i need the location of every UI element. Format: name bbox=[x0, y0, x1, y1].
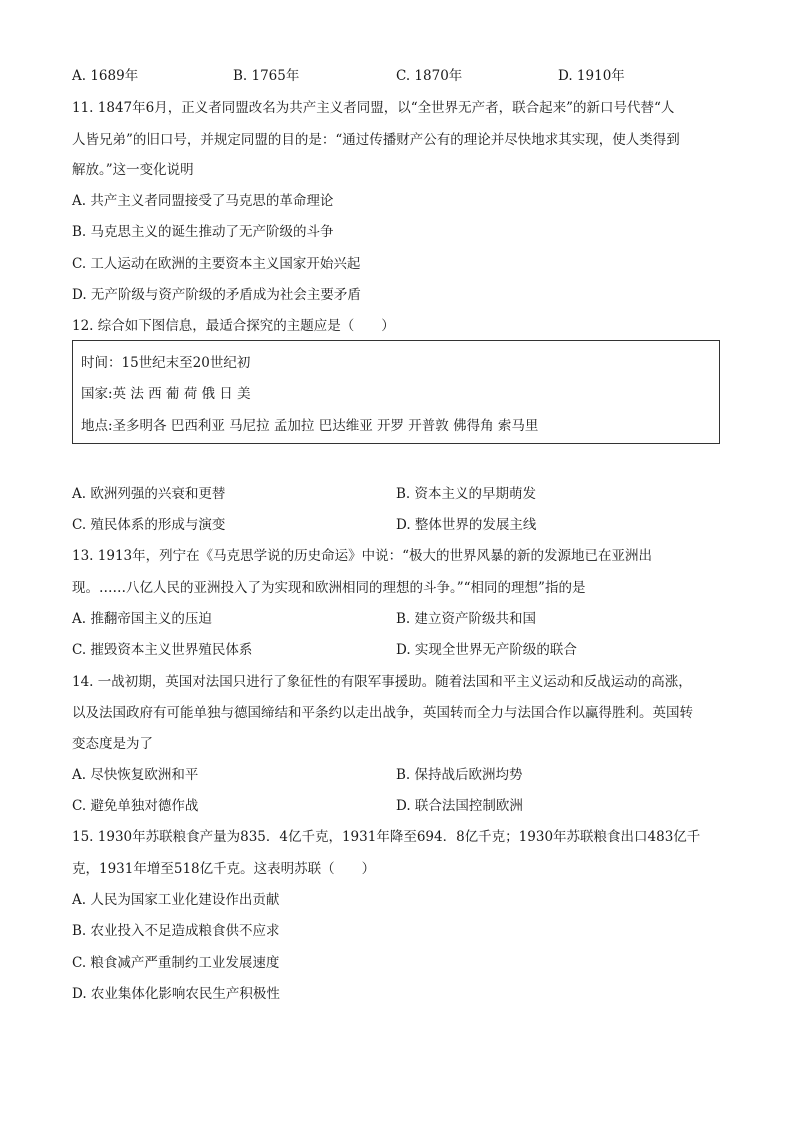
q10-option-b: B. 1765年 bbox=[233, 68, 300, 84]
q12-stem: 12. 综合如下图信息，最适合探究的主题应是（ ） bbox=[72, 318, 395, 334]
q15-stem-line-2: 克，1931年增至518亿千克。这表明苏联（ ） bbox=[72, 861, 376, 877]
q14-stem-line-3: 变态度是为了 bbox=[72, 736, 153, 752]
q14-option-d: D. 联合法国控制欧洲 bbox=[396, 798, 523, 814]
q13-option-a: A. 推翻帝国主义的压迫 bbox=[72, 611, 212, 627]
q12-box-countries: 国家:英 法 西 葡 荷 俄 日 美 bbox=[81, 386, 251, 402]
q13-stem-line-2: 现。……八亿人民的亚洲投入了为实现和欧洲相同的理想的斗争。”“相同的理想”指的是 bbox=[72, 580, 586, 596]
q13-option-b: B. 建立资产阶级共和国 bbox=[396, 611, 537, 627]
q10-option-d: D. 1910年 bbox=[558, 68, 625, 84]
q15-option-c: C. 粮食减产严重制约工业发展速度 bbox=[72, 955, 280, 971]
q14-option-a: A. 尽快恢复欧洲和平 bbox=[72, 767, 199, 783]
q15-option-d: D. 农业集体化影响农民生产积极性 bbox=[72, 986, 280, 1002]
q11-option-d: D. 无产阶级与资产阶级的矛盾成为社会主要矛盾 bbox=[72, 287, 361, 303]
q14-stem-line-1: 14. 一战初期，英国对法国只进行了象征性的有限军事援助。随着法国和平主义运动和反战运动的高涨， bbox=[72, 674, 692, 690]
q10-option-c: C. 1870年 bbox=[396, 68, 463, 84]
q13-option-d: D. 实现全世界无产阶级的联合 bbox=[396, 642, 577, 658]
q12-option-a: A. 欧洲列强的兴衰和更替 bbox=[72, 486, 226, 502]
q12-option-c: C. 殖民体系的形成与演变 bbox=[72, 517, 226, 533]
q15-stem-line-1: 15. 1930年苏联粮食产量为835．4亿千克，1931年降至694．8亿千克；1930年苏联粮食出口483亿千 bbox=[72, 829, 701, 845]
q11-option-c: C. 工人运动在欧洲的主要资本主义国家开始兴起 bbox=[72, 256, 361, 272]
q13-option-c: C. 摧毁资本主义世界殖民体系 bbox=[72, 642, 253, 658]
q14-option-b: B. 保持战后欧洲均势 bbox=[396, 767, 523, 783]
q12-option-d: D. 整体世界的发展主线 bbox=[396, 517, 537, 533]
q11-stem-line-2: 人皆兄弟”的旧口号，并规定同盟的目的是：“通过传播财产公有的理论并尽快地求其实现，使人类得到 bbox=[72, 132, 680, 148]
q11-stem-line-3: 解放。”这一变化说明 bbox=[72, 162, 194, 178]
q13-stem-line-1: 13. 1913年，列宁在《马克思学说的历史命运》中说：“极大的世界风暴的新的发源地已在亚洲出 bbox=[72, 548, 653, 564]
q12-box-time: 时间：15世纪末至20世纪初 bbox=[81, 355, 251, 371]
q14-option-c: C. 避免单独对德作战 bbox=[72, 798, 199, 814]
q11-stem-line-1: 11. 1847年6月，正义者同盟改名为共产主义者同盟，以“全世界无产者，联合起来”的新口号代替“人 bbox=[72, 100, 675, 116]
q15-option-a: A. 人民为国家工业化建设作出贡献 bbox=[72, 892, 280, 908]
q15-option-b: B. 农业投入不足造成粮食供不应求 bbox=[72, 923, 280, 939]
q12-box-places: 地点:圣多明各 巴西利亚 马尼拉 孟加拉 巴达维亚 开罗 开普敦 佛得角 索马里 bbox=[81, 418, 539, 434]
q14-stem-line-2: 以及法国政府有可能单独与德国缔结和平条约以走出战争，英国转而全力与法国合作以赢得胜利。英国转 bbox=[72, 705, 693, 721]
q12-option-b: B. 资本主义的早期萌发 bbox=[396, 486, 537, 502]
q11-option-a: A. 共产主义者同盟接受了马克思的革命理论 bbox=[72, 193, 334, 209]
q12-info-box bbox=[72, 340, 720, 444]
q10-option-a: A. 1689年 bbox=[72, 68, 139, 84]
q11-option-b: B. 马克思主义的诞生推动了无产阶级的斗争 bbox=[72, 224, 334, 240]
